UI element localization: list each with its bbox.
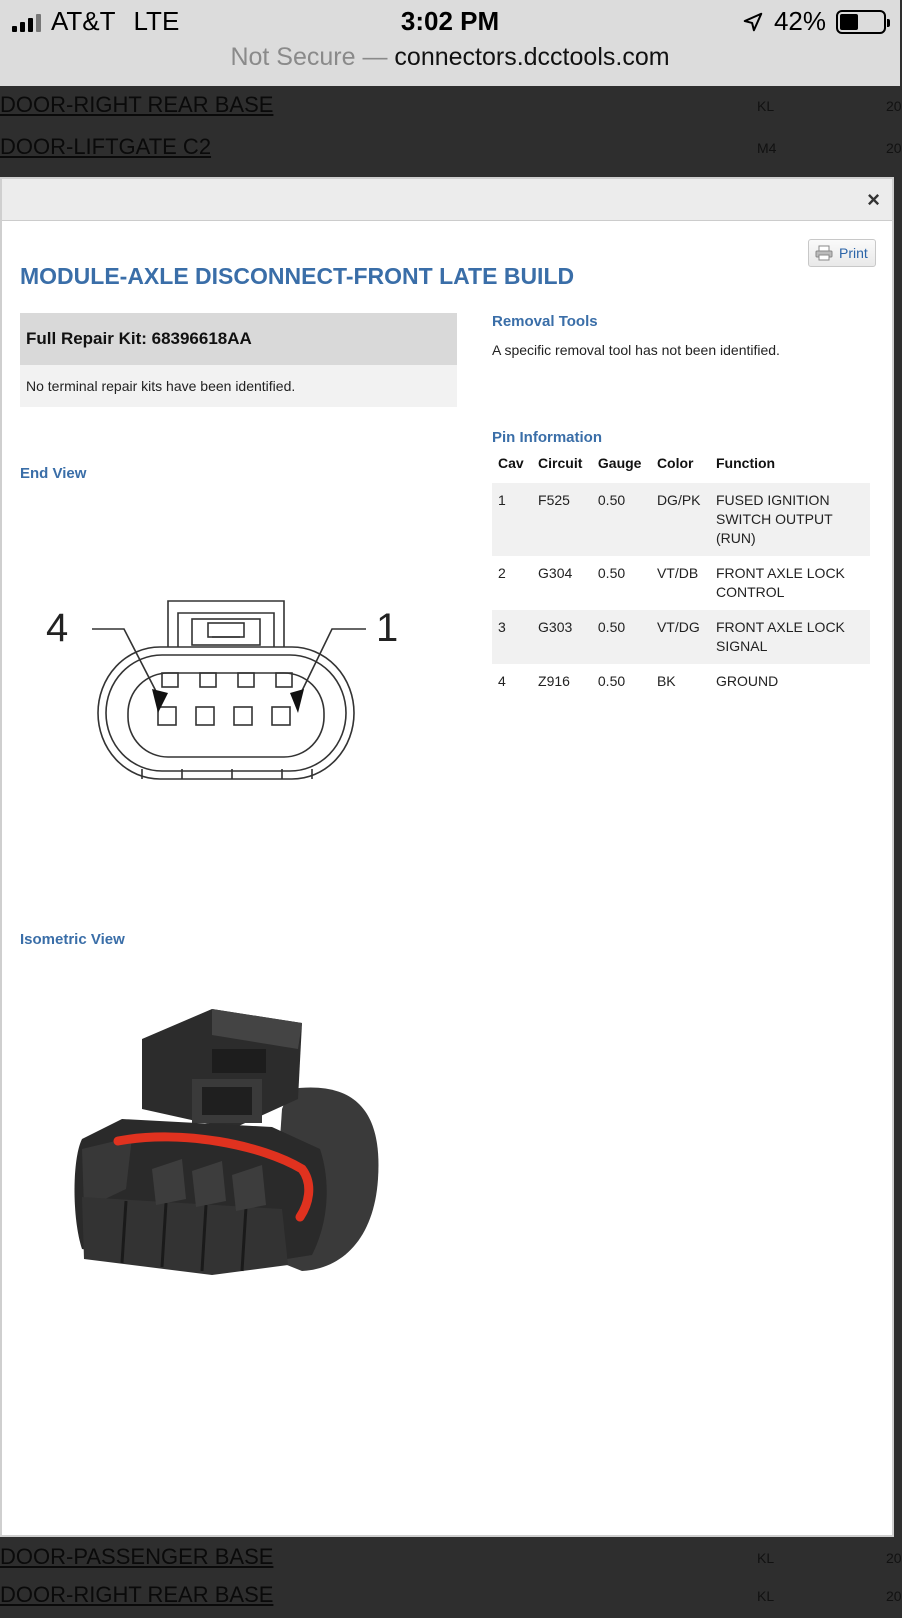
close-button[interactable]: × [867,187,880,212]
repair-kit-note: No terminal repair kits have been identified. [20,365,457,407]
column-header-circuit: Circuit [538,455,583,471]
cell-function: FRONT AXLE LOCK SIGNAL [710,610,870,664]
connector-modal [0,177,894,1537]
cell-function: FUSED IGNITION SWITCH OUTPUT (RUN) [710,483,870,556]
background-row-number: 20 [886,1550,902,1566]
battery-percent: 42% [773,6,826,36]
removal-tools-text: A specific removal tool has not been identified. [492,342,780,358]
cell-circuit: Z916 [538,673,570,689]
background-row[interactable] [0,1576,900,1618]
background-row[interactable] [0,1538,900,1580]
security-label: Not Secure — [230,43,388,71]
cell-color: VT/DB [656,565,699,581]
url-bar[interactable] [0,40,900,86]
isometric-view-image [62,1009,392,1289]
background-row-link[interactable]: DOOR-RIGHT REAR BASE [0,1582,274,1607]
background-row[interactable] [0,128,900,170]
column-header-gauge: Gauge [597,455,642,471]
cell-color: BK [656,673,676,689]
cell-color: DG/PK [651,483,710,556]
column-header-function: Function [716,455,776,471]
url-host: connectors.dcctools.com [394,43,670,71]
cell-circuit: G303 [532,610,592,664]
pin-table-header-row [492,455,870,483]
background-row-link[interactable]: DOOR-PASSENGER BASE [0,1544,274,1569]
right-status [742,6,886,37]
end-view-label-1: 1 [376,606,399,650]
cell-circuit: G304 [538,565,573,581]
background-row-number: 20 [886,98,902,114]
background-row-link[interactable]: DOOR-RIGHT REAR BASE [0,92,274,117]
end-view-label-4: 4 [46,606,69,650]
cell-cav: 3 [492,610,532,664]
end-view-heading: End View [20,465,87,482]
battery-icon [836,10,886,34]
cell-function: FRONT AXLE LOCK CONTROL [716,565,845,600]
clock: 3:02 PM [400,6,500,36]
end-view-diagram [32,589,412,789]
background-row-code: M4 [757,140,777,156]
background-row-link[interactable]: DOOR-LIFTGATE C2 [0,134,212,159]
removal-tools-heading: Removal Tools [492,313,598,330]
isometric-view-heading: Isometric View [20,931,125,948]
cell-gauge: 0.50 [597,565,626,581]
table-row [492,483,870,556]
page-title: MODULE-AXLE DISCONNECT-FRONT LATE BUILD [20,263,575,289]
network-type: LTE [133,6,180,36]
background-row-code: KL [757,1550,775,1566]
location-arrow-icon [742,11,764,33]
table-row [492,664,870,699]
background-row-code: KL [757,98,775,114]
cell-cav: 1 [492,483,532,556]
pin-table [492,455,870,699]
cell-gauge: 0.50 [592,610,651,664]
background-row-number: 20 [886,1588,902,1604]
table-row [492,556,870,610]
repair-kit-label: Full Repair Kit: 68396618AA [20,313,457,365]
table-row [492,610,870,664]
carrier-name: AT&T [51,6,116,36]
cell-gauge: 0.50 [597,673,626,689]
background-row-number: 20 [886,140,902,156]
cell-gauge: 0.50 [592,483,651,556]
battery-fill [840,14,858,30]
background-row[interactable] [0,86,900,128]
pin-information-heading: Pin Information [492,429,602,446]
cell-cav: 4 [498,673,506,689]
background-row-code: KL [757,1588,775,1604]
print-button[interactable] [808,239,876,267]
cell-cav: 2 [498,565,506,581]
cell-color: VT/DG [651,610,710,664]
print-label: Print [839,245,868,261]
cell-circuit: F525 [532,483,592,556]
printer-icon [815,245,833,261]
column-header-cav: Cav [498,455,524,471]
modal-title-bar [2,179,892,221]
repair-kit-box [20,313,457,407]
column-header-color: Color [656,455,694,471]
status-bar [0,0,900,44]
cell-function: GROUND [716,673,779,689]
